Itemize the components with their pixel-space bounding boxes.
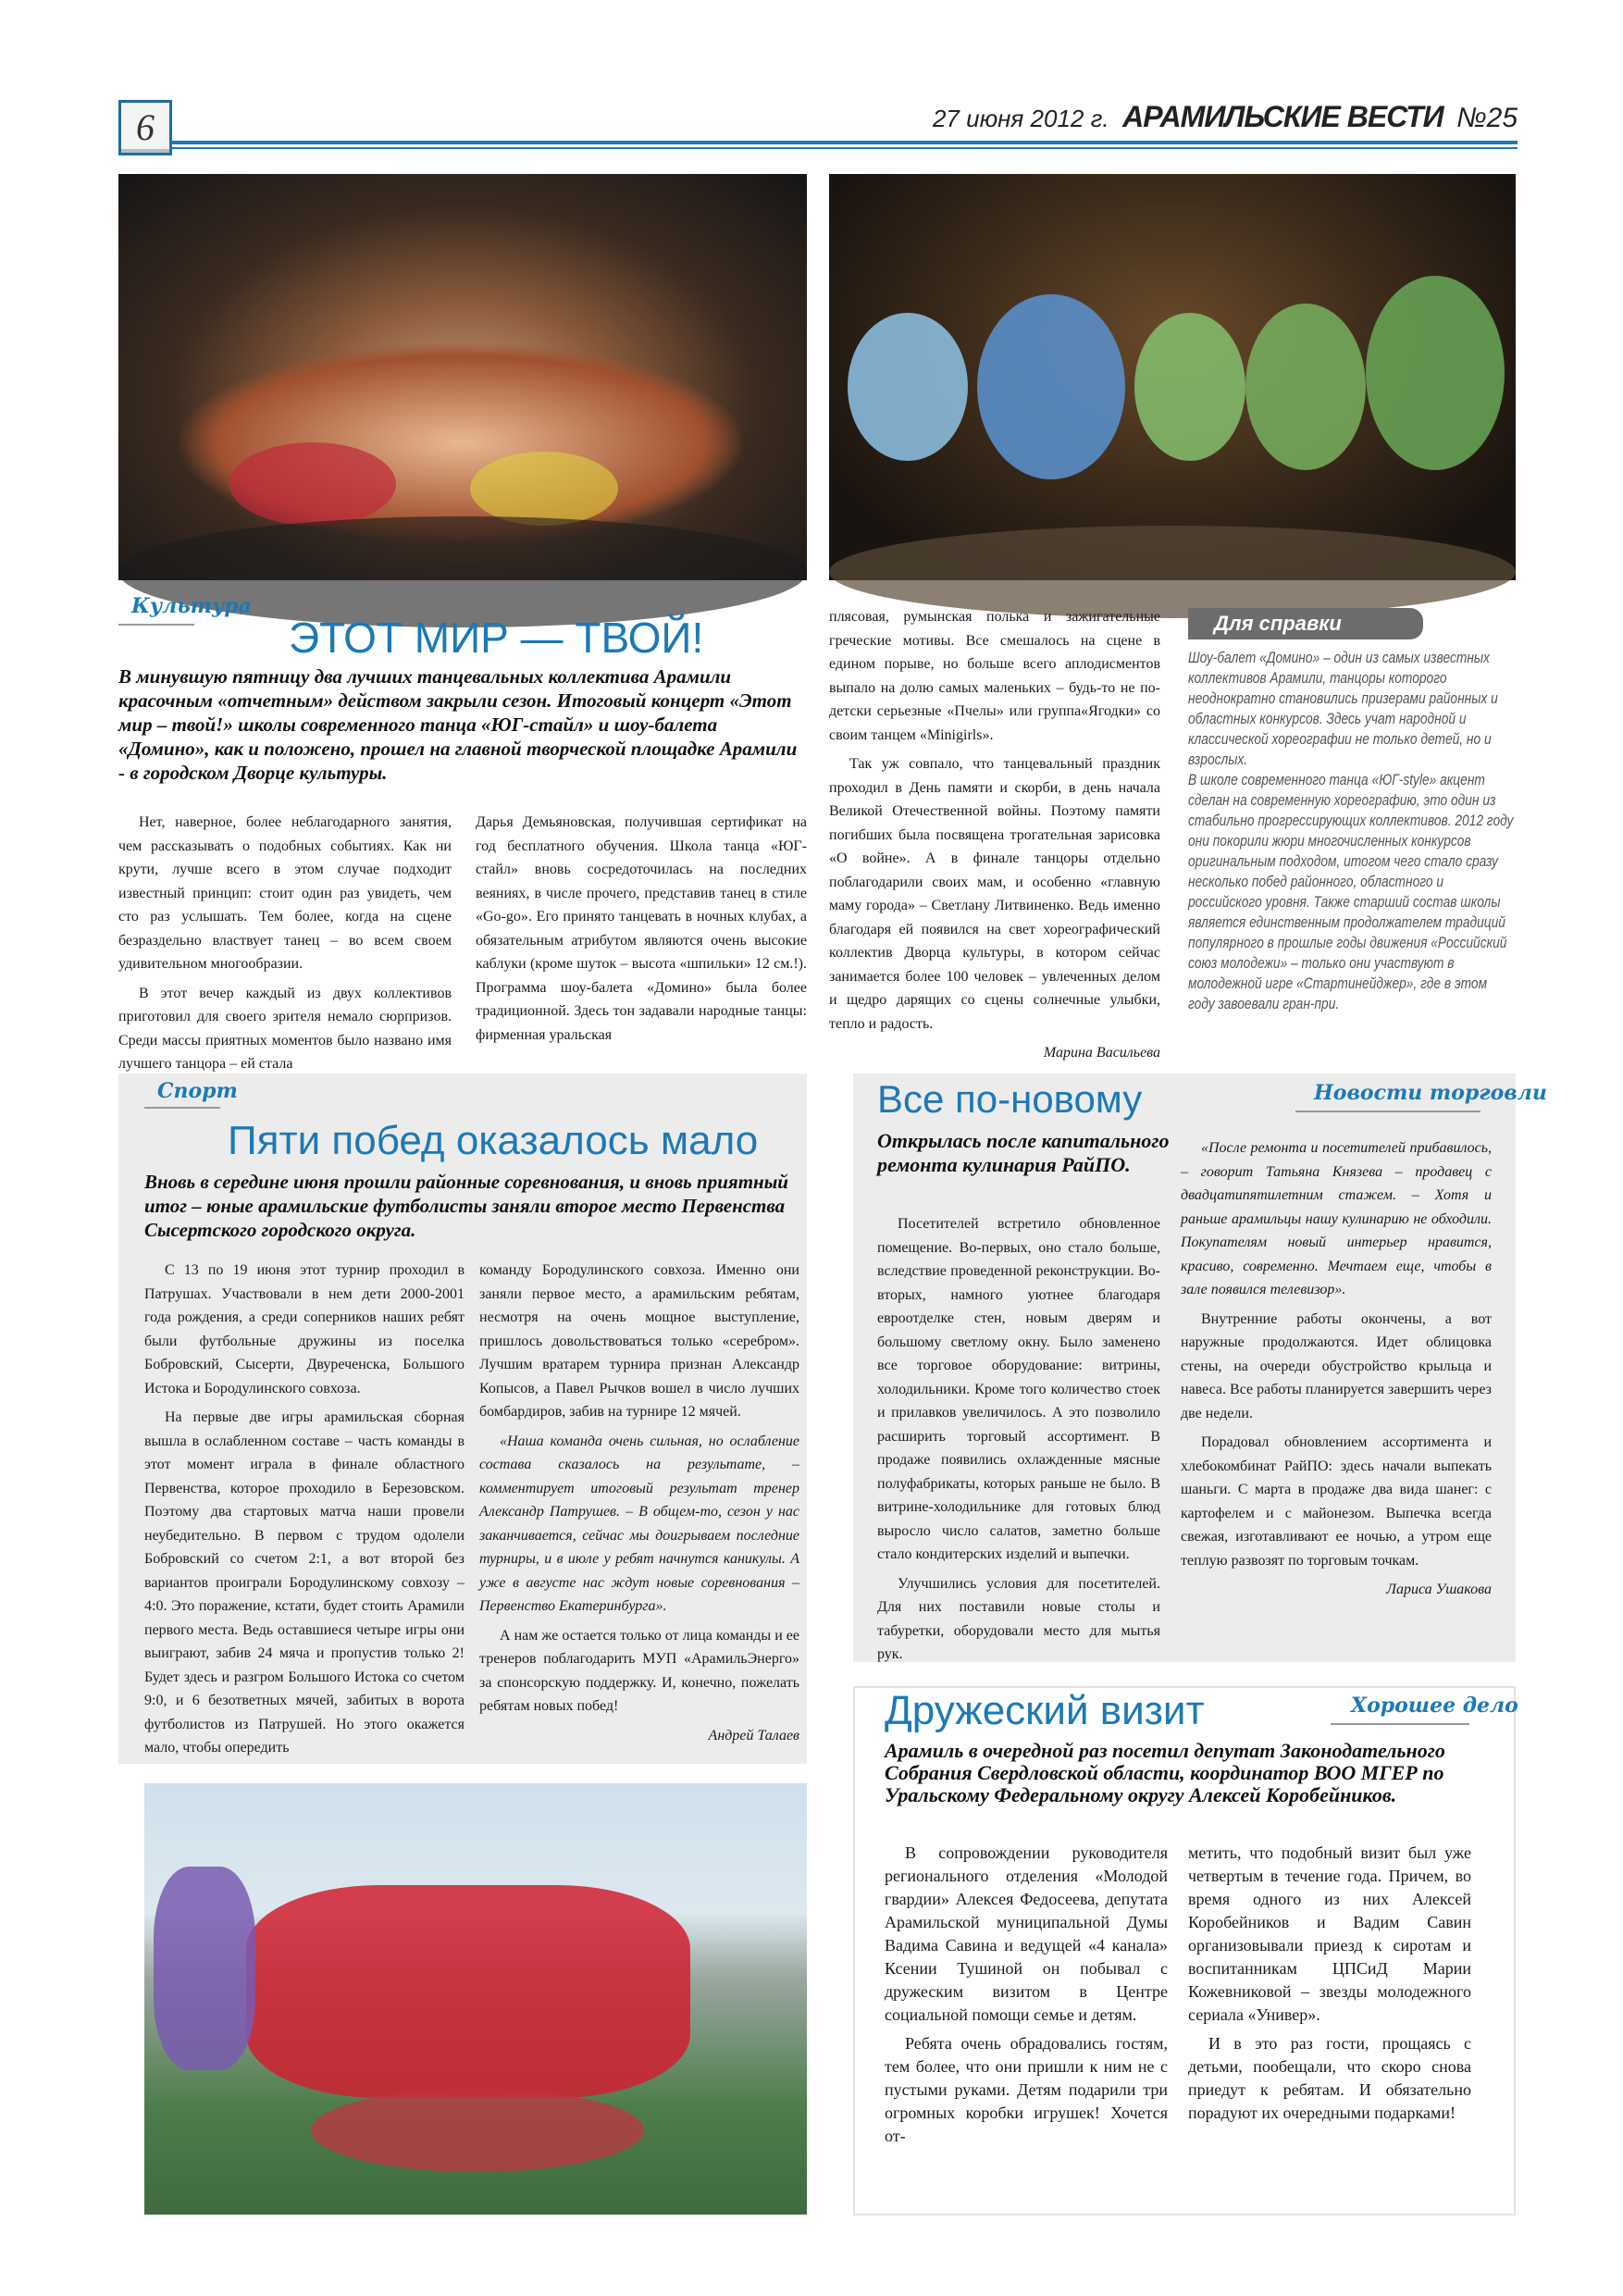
article-title: ЭТОТ МИР — ТВОЙ! — [289, 614, 704, 662]
paragraph: команду Бородулинского совхоза. Именно они заняли первое место, а арамильским ребятам, несмотря на очень мощное выступление, пришлось довольствоваться только «серебром». Лучшим вратарем турнира признан Александр Копысов, а Павел Рычков вошел в число лучших бомбардиров, забив на турнире 12 мячей. — [479, 1262, 799, 1420]
paragraph: Дарья Демьяновская, получившая сертификат на год бесплатного обучения. Школа танца «ЮГ-стайл» вновь сосредоточилась на последних веяниях, в числе прочего, представив танец в стиле «Go-go». Его принято танцевать в ночных клубах, а обязательным атрибутом являются очень высокие каблуки (кроме шуток – высота «шпильки» 12 см.!). Программа шоу-балета «Домино» была более традиционной. Здесь тон задавали народные танцы: фирменная уральская — [476, 814, 807, 1043]
paragraph: метить, что подобный визит был уже четвертым в течение года. Причем, во время одного из них Алексей Коробейников и Вадим Савин организовывали приезд к сиротам и воспитанникам ЦПСиД Марии Кожевниковой – звезды молодежного сериала «Универ». — [1188, 1843, 1471, 2024]
paragraph: И в это раз гости, прощаясь с детьми, пообещали, что скоро снова приедут к ребятам. И обязательно порадуют их очередными подарками! — [1188, 2034, 1471, 2122]
article-column — [479, 1259, 799, 1751]
article-lead: Вновь в середине июня прошли районные соревнования, и вновь приятный итог – юные арамильские футболисты заняли второе место Первенства Сысертского городского округа. — [144, 1171, 788, 1241]
paragraph: Посетителей встретило обновленное помещение. Во-первых, оно стало больше, вследствие проведенной реконструкции. Во-вторых, намного уютнее благодаря евроотделке стен, новым дверям и большому светлому окну. Было заменено все торговое оборудование: витрины, холодильники. Кроме того количество стоек и прилавков увеличилось. А это позволило расширить торговый ассортимент. В продаже появились охлажденные мясные полуфабрикаты, которых раньше не было. В витрине-холодильнике для готовых блюд выросло число салатов, заметно больше стало кондитерских изделий и выпечки. — [877, 1216, 1160, 1562]
article-lead: Арамиль в очередной раз посетил депутат Законодательного Собрания Свердловской области, координатор ВОО МГЕР по Уральскому Федеральному округу Алексей Коробейников. — [885, 1739, 1445, 1806]
article-lead: В минувшую пятницу два лучших танцевальных коллектива Арамили красочным «отчетным» действом закрыли сезон. Итоговый концерт «Этот мир – твой!» школы современного танца «ЮГ-стайл» и шоу-балета «Домино», как и положено, прошел на главной творческой площадке Арамили - в городском Дворце культуры. — [118, 665, 798, 784]
reference-text — [1188, 648, 1515, 1014]
article-column — [885, 1842, 1168, 2203]
rubric-divider — [1295, 1111, 1481, 1112]
paragraph: В этот вечер каждый из двух коллективов приготовил для своего зрителя немало сюрпризов. Среди массы приятных моментов было названо имя лучшего танцора – ей стала — [118, 985, 452, 1072]
article-title: Дружеский визит — [885, 1688, 1205, 1733]
paragraph: Так уж совпало, что танцевальный праздник проходил в День памяти и скорби, в день начала Великой Отечественной войны. Поэтому памяти погибших была посвящена трогательная зарисовка «О войне». А в финале танцоры отдельно поблагодарили своих мам, и особенно «главную маму города» – Светлану Литвиненко. Ведь именно благодаря ей появился на свет хореографический коллектив Дворца культуры, в котором сейчас занимается более 100 человек – увлеченных делом и щедро дарящих со сцены солнечные улыбки, тепло и радость. — [829, 756, 1160, 1032]
paragraph: На первые две игры арамильская сборная вышла в ослабленном составе – часть команды в этот момент играла в финале областного Первенства, которое проходило в Березовском. Поэтому два стартовых матча наши провели неубедительно. В первом с трудом одолели Бобровский со счетом 2:1, а вот второй без вариантов проиграли Бородулинскому совхозу – 4:0. Это поражение, кстати, будет стоить Арамили первого места. Ведь оставшиеся четыре игры они выиграют, забив 24 мяча и пропустив только 2! Будет здесь и разгром Большого Истока со счетом 9:0, и 6 безответных мячей, забитых в ворота футболистов из Патрушей. Но этого окажется мало, чтобы опередить — [144, 1409, 465, 1756]
author-byline: Марина Васильева — [1043, 1045, 1160, 1061]
article-column — [476, 811, 807, 1053]
rubric-good-deed: Хорошее дело — [1351, 1694, 1518, 1718]
author-byline: Андрей Талаев — [708, 1727, 799, 1744]
article-lead: Открылась после капитального ремонта кулинария РайПО. — [877, 1129, 1170, 1176]
rubric-culture: Культура — [131, 594, 252, 618]
paragraph: В школе современного танца «ЮГ-style» акцент сделан на современную хореографию, это один из стабильно прогрессирующих коллективов. 2012 году они покорили жюри многочисленных конкурсов оригинальным подходом, итогом чего стало сразу несколько побед районного, областного и российского уровня. Также старший состав школы является единственным продолжателем традиций популярного в прошлые годы движения «Российский союз молодежи» – только они участвуют в молодежной игре «Стартинейджер», где в этом году завоевали гран-при. — [1188, 771, 1514, 1012]
article-column — [1188, 1842, 1471, 2203]
reference-heading: Для справки — [1188, 608, 1423, 639]
paragraph: Порадовал обновлением ассортимента и хлебокомбинат РайПО: здесь начали выпекать шаньги. С марта в продаже два вида шанег: с картофелем и с майонезом. Выпечка всегда свежая, изготавливают ее ночью, а утром еще теплую развозят по торговым точкам. — [1181, 1434, 1492, 1569]
paragraph: плясовая, румынская полька и зажигательные греческие мотивы. Все смешалось на сцене в едином порыве, но больше всего аплодисментов выпало на долю самых маленьких – будь-то не по-детски серьезные «Пчелы» или группа«Ягодки» со своим танцем «Minigirls». — [829, 609, 1160, 743]
paragraph: Ребята очень обрадовались гостям, тем более, что они пришли к ним не с пустыми руками. Детям подарили три огромных коробки игрушек! Хочется от- — [885, 2034, 1168, 2145]
quote-paragraph: «Наша команда очень сильная, но ослабление состава сказалось на результате, – комментирует итоговый результат тренер Александр Патрушев. – В общем-то, сезон у нас заканчивается, сейчас мы доигрываем последние турниры, и в июле у ребят начнутся каникулы. А уже в августе нас ждут новые соревнования – Первенство Екатеринбурга». — [479, 1433, 799, 1614]
header-rule — [172, 147, 1518, 149]
author-byline: Лариса Ушакова — [1386, 1582, 1492, 1597]
photo-dance-group — [118, 174, 807, 580]
masthead — [933, 100, 1518, 134]
rubric-divider — [1331, 1723, 1469, 1725]
paragraph: Внутренние работы окончены, а вот наружные продолжаются. Идет облицовка стены, на очереди обустройство крыльца и навеса. Все работы планируется завершить через две недели. — [1181, 1310, 1492, 1421]
paragraph: А нам же остается только от лица команды и ее тренеров поблагодарить МУП «АрамильЭнерго» за спонсорскую поддержку. И, конечно, пожелать ребятам новых побед! — [479, 1627, 799, 1714]
article-column — [118, 811, 452, 1072]
newspaper-name: АРАМИЛЬСКИЕ ВЕСТИ — [1122, 100, 1443, 133]
article-title: Пяти побед оказалось мало — [228, 1118, 759, 1163]
article-title: Все по-новому — [877, 1077, 1143, 1121]
rubric-sport: Спорт — [157, 1079, 238, 1103]
page-number: 6 — [118, 100, 172, 155]
issue-number: №25 — [1456, 103, 1518, 133]
rubric-divider — [118, 624, 194, 626]
photo-girls-dancers — [829, 174, 1516, 580]
paragraph: В сопровождении руководителя регионального отделения «Молодой гвардии» Алексея Федосеева, депутата Арамильской муниципальной Думы Вадима Савина и ведущей «4 канала» Ксении Тушиной он побывал с дружеским визитом в Центре социальной помощи семье и детям. — [885, 1843, 1168, 2024]
article-column — [144, 1259, 465, 1756]
rubric-divider — [144, 1107, 220, 1109]
paragraph: Нет, наверное, более неблагодарного занятия, чем рассказывать о подобных событиях. Как ни крути, лучше всего в этом случае подходит известный принцип: стоит один раз увидеть, чем сто раз услышать. Тем более, когда на сцене безраздельно властвует танец – во всем своем удивительном многообразии. — [118, 814, 452, 972]
issue-date: 27 июня 2012 г. — [932, 105, 1109, 132]
article-column — [829, 605, 1160, 1061]
paragraph: Шоу-балет «Домино» – один из самых известных коллективов Арамили, танцоры которого неоднократно становились призерами районных и областных конкурсов. Здесь учат народной и классической хореографии не только детей, но и взрослых. — [1188, 649, 1498, 768]
quote-paragraph: «После ремонта и посетителей прибавилось, – говорит Татьяна Князева – продавец с двадцатипятилетним стажем. – Хотя и раньше арамильцы нашу кулинарию не обходили. Покупателям новый интерьер нравится, красиво, современно. Мечтаем еще, чтобы в зале появился телевизор». — [1181, 1140, 1492, 1297]
article-column — [877, 1212, 1160, 1662]
rubric-trade: Новости торговли — [1314, 1081, 1547, 1105]
paragraph: Улучшились условия для посетителей. Для них поставили новые столы и табуретки, оборудовали место для мытья рук. — [877, 1575, 1160, 1662]
article-column — [1181, 1136, 1492, 1599]
photo-football-team — [144, 1783, 807, 2215]
paragraph: С 13 по 19 июня этот турнир проходил в Патрушах. Участвовали в нем дети 2000-2001 года рождения, а среди соперников наших ребят были футбольные дружины из поселка Бобровский, Сысерти, Двуреченска, Большого Истока и Бородулинского совхоза. — [144, 1262, 465, 1396]
header-rule — [172, 141, 1518, 144]
